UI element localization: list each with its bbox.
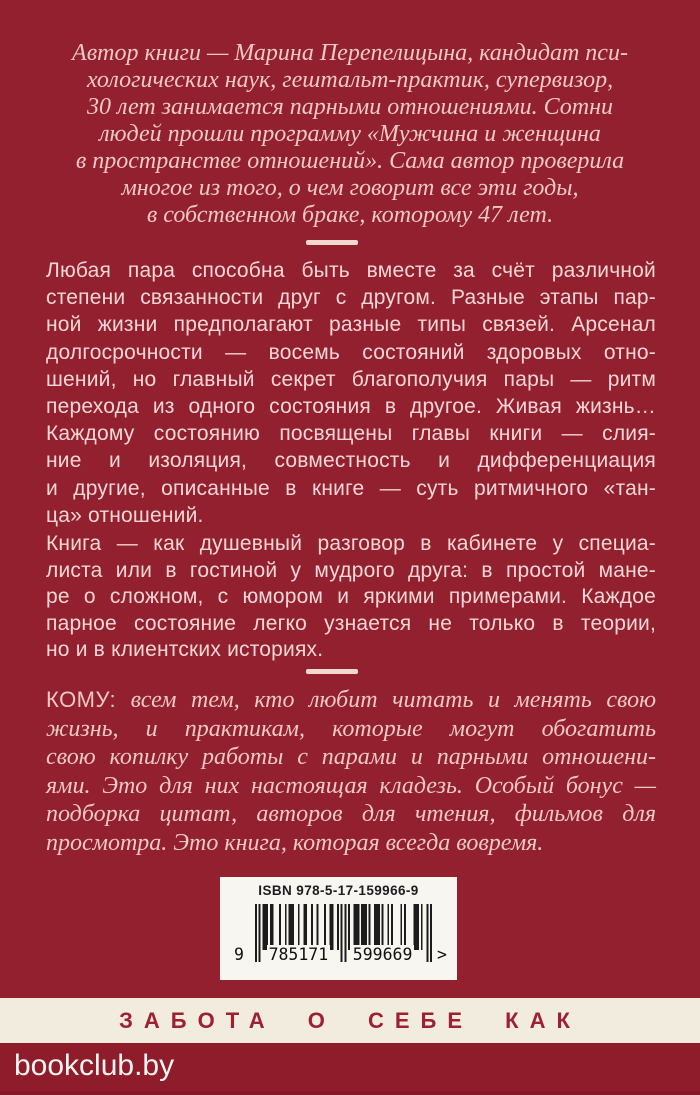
barcode-trailing-char: > (437, 945, 447, 964)
text-line: ние и изоляция, совместность и дифференциация (46, 449, 656, 473)
text-line: жизнь, и практикам, которые могут обогатить (46, 715, 656, 742)
audience-paragraph (46, 686, 656, 857)
text-line: Каждому состоянию посвящены главы книги — слия- (46, 422, 656, 446)
text-line: шений, но главный секрет благополучия пары — ритм (46, 367, 656, 391)
text-line: в собственном браке, которому 47 лет. (146, 202, 554, 228)
text-line: Автор книги — Марина Перепелицына, кандидат пси- (72, 40, 628, 66)
series-title: ЗАБОТА О СЕБЕ КАК (119, 1008, 581, 1033)
text-line: долгосрочности — восемь состояний здоровых отно- (46, 340, 656, 364)
series-title-band (0, 998, 700, 1043)
section-divider (306, 669, 358, 674)
section-divider (306, 240, 358, 245)
barcode-digits (232, 945, 449, 964)
text-line: перехода из одного состояния в другое. Живая жизнь… (46, 395, 656, 419)
text-line: парное состояние легко узнается не только в теории, (46, 611, 656, 635)
audience-paragraph-rest (46, 715, 656, 858)
barcode (220, 877, 457, 980)
text-line: и другие, описанные в книге — суть ритмичного «тан- (46, 476, 656, 500)
text-line (46, 686, 656, 715)
text-line: листа или в гостиной у мудрого друга: в простой мане- (46, 558, 656, 582)
text-line: многое из того, о чем говорит все эти годы, (121, 175, 579, 201)
text-line: 30 лет занимается парными отношениями. Сотни (86, 94, 614, 120)
text-line: ной жизни предполагают разные типы связей. Арсенал (46, 313, 656, 337)
text-line: хологических наук, гештальт-практик, супервизор, (86, 67, 614, 93)
text-line: ре о сложном, с юмором и яркими примерами. Каждое (46, 585, 656, 609)
bottom-strip (0, 1043, 700, 1095)
watermark-label: bookclub.by (14, 1049, 175, 1082)
text-line: людей прошли программу «Мужчина и женщина (99, 121, 601, 147)
text-line: но и в клиентских историях. (46, 638, 324, 662)
text-line: свою копилку работы с парами и парными отношени- (46, 744, 656, 770)
page-bottom-edge (0, 1091, 700, 1095)
barcode-digit-group2: 599669 (352, 945, 413, 964)
text-line: ями. Это для них настоящая кладезь. Особый бонус — (46, 772, 656, 799)
text-line: ца» отношений. (46, 503, 204, 527)
audience-label: КОМУ: (46, 687, 117, 712)
author-paragraph (38, 40, 662, 229)
text-line: Книга — как душевный разговор в кабинете у специа- (46, 532, 656, 555)
description-paragraph (46, 257, 656, 529)
text-line: в пространстве отношений». Сама автор проверила (75, 148, 625, 174)
barcode-digit-group1: 785171 (268, 945, 329, 964)
text-line: степени связанности друг с другом. Разные этапы пар- (46, 286, 656, 310)
text-line: Любая пара способна быть вместе за счёт различной (46, 259, 656, 282)
tone-paragraph (46, 531, 656, 664)
text-line: подборка цитат, авторов для чтения, фильмов для (46, 801, 656, 827)
audience-first-line-text: всем тем, кто любит читать и менять свою (116, 687, 656, 713)
isbn-label: ISBN 978-5-17-159966-9 (258, 883, 419, 898)
text-line: просмотра. Это книга, которая всегда вовремя. (46, 829, 544, 856)
barcode-digit-lead: 9 (234, 945, 244, 964)
